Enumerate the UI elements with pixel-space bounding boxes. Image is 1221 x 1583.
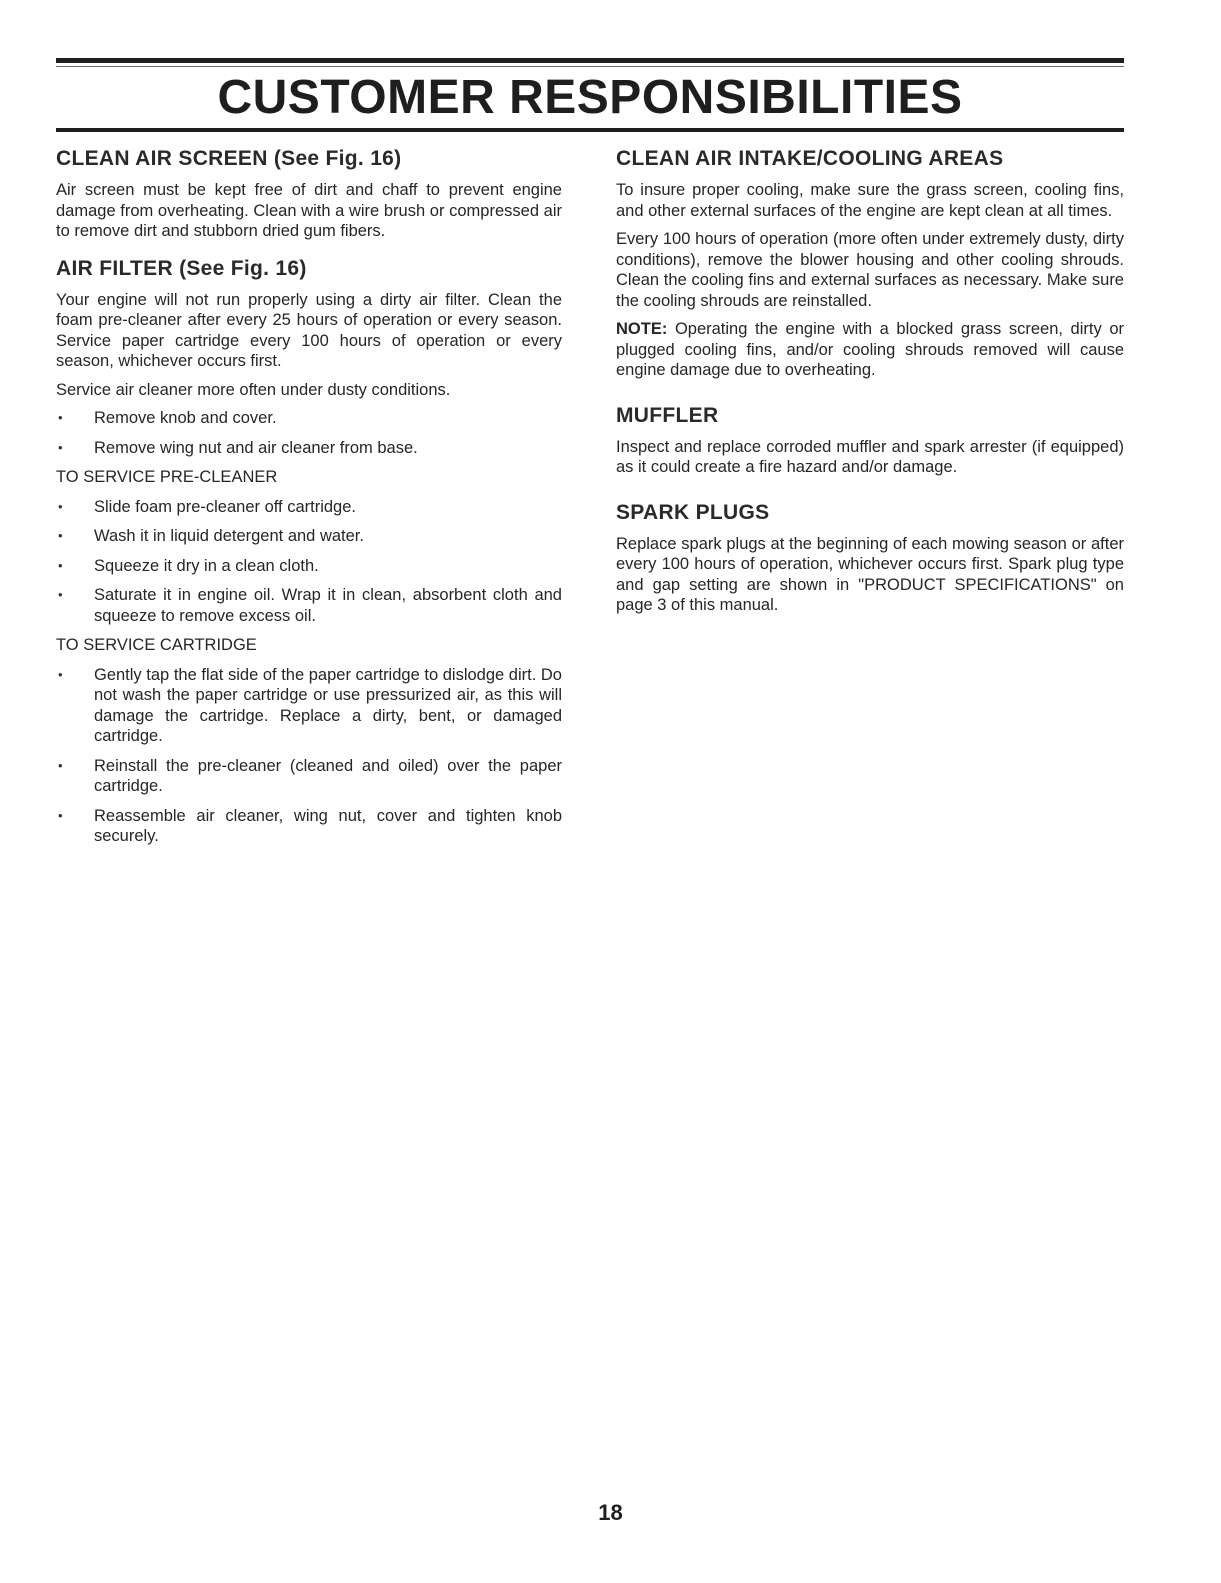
clean-air-intake-section	[616, 146, 1124, 381]
air-filter-steps	[56, 408, 562, 458]
air-filter-text-1: Your engine will not run properly using a dirty air filter. Clean the foam pre-cleaner after every 25 hours of operation or every season. Service paper cartridge every 100 hours of operation or every season, whichever occurs first.	[56, 290, 562, 370]
right-column	[616, 146, 1124, 624]
muffler-heading: MUFFLER	[616, 403, 719, 427]
spark-plugs-text: Replace spark plugs at the beginning of each mowing season or after every 100 hours of operation, whichever occurs first. Spark plug type and gap setting are shown in "PRODUCT SPECIFICATIONS" on page 3 of this manual.	[616, 534, 1124, 614]
muffler-text: Inspect and replace corroded muffler and spark arrester (if equipped) as it could create a fire hazard and/or damage.	[616, 437, 1124, 476]
note-label: NOTE:	[616, 320, 668, 338]
air-filter-text-2: Service air cleaner more often under dusty conditions.	[56, 380, 451, 399]
spark-plugs-heading: SPARK PLUGS	[616, 500, 770, 524]
page-number: 18	[598, 1500, 623, 1525]
bullet-icon: •	[58, 587, 63, 602]
clean-air-screen-text: Air screen must be kept free of dirt and chaff to prevent engine damage from overheating. Clean with a wire brush or compressed air to remove dirt and stubborn dried gum fibers.	[56, 181, 562, 240]
bullet-icon: •	[58, 528, 63, 543]
clean-air-intake-heading: CLEAN AIR INTAKE/COOLING AREAS	[616, 147, 1004, 170]
clean-air-intake-text-2: Every 100 hours of operation (more often under extremely dusty, dirty conditions), remove the blower housing and other cooling shrouds. Clean the cooling fins and external surfaces as necessary. Make sure the cooling shrouds are reinstalled.	[616, 230, 1124, 310]
clean-air-intake-note	[616, 319, 1124, 381]
cartridge-subheading: TO SERVICE CARTRIDGE	[56, 636, 257, 654]
list-item: • Reinstall the pre-cleaner (cleaned and oiled) over the paper cartridge.	[58, 756, 562, 795]
list-item: • Squeeze it dry in a clean cloth.	[58, 556, 319, 575]
clean-air-screen-heading: CLEAN AIR SCREEN (See Fig. 16)	[56, 147, 402, 170]
clean-air-screen-section	[56, 146, 562, 242]
bullet-icon: •	[58, 557, 63, 573]
list-item: • Reassemble air cleaner, wing nut, cover and tighten knob securely.	[58, 806, 562, 845]
bullet-icon: •	[58, 498, 63, 514]
top-rule-thin	[56, 66, 1124, 67]
page-title: CUSTOMER RESPONSIBILITIES	[217, 71, 963, 124]
bullet-icon: •	[58, 807, 63, 823]
note-text: Operating the engine with a blocked grass screen, dirty or plugged cooling fins, and/or cooling shrouds removed will cause engine damage due to overheating.	[616, 320, 1124, 379]
title-bottom-rule	[56, 128, 1124, 132]
list-item: • Remove knob and cover.	[58, 409, 277, 427]
cartridge-steps	[56, 665, 562, 847]
list-item: • Remove wing nut and air cleaner from base.	[58, 438, 418, 457]
spark-plugs-section	[616, 500, 1124, 616]
bullet-icon: •	[58, 439, 63, 455]
list-item: • Wash it in liquid detergent and water.	[58, 527, 364, 545]
bullet-icon: •	[58, 666, 63, 682]
pre-cleaner-steps	[56, 497, 562, 627]
air-filter-section	[56, 256, 562, 847]
clean-air-intake-text-1: To insure proper cooling, make sure the grass screen, cooling fins, and other external surfaces of the engine are kept clean at all times.	[616, 181, 1124, 220]
muffler-section	[616, 403, 1124, 478]
bullet-icon: •	[58, 757, 63, 773]
list-item: • Gently tap the flat side of the paper cartridge to dislodge dirt. Do not wash the paper cartridge or use pressurized air, as this will damage the cartridge. Replace a dirty, bent, or damaged cartridge.	[58, 665, 562, 745]
bullet-icon: •	[58, 410, 63, 425]
top-rule	[56, 58, 1124, 63]
list-item: • Slide foam pre-cleaner off cartridge.	[58, 497, 356, 516]
pre-cleaner-subheading: TO SERVICE PRE-CLEANER	[56, 468, 278, 486]
air-filter-heading: AIR FILTER (See Fig. 16)	[56, 256, 307, 280]
list-item: • Saturate it in engine oil. Wrap it in clean, absorbent cloth and squeeze to remove excess oil.	[58, 586, 562, 625]
left-column	[56, 146, 562, 856]
